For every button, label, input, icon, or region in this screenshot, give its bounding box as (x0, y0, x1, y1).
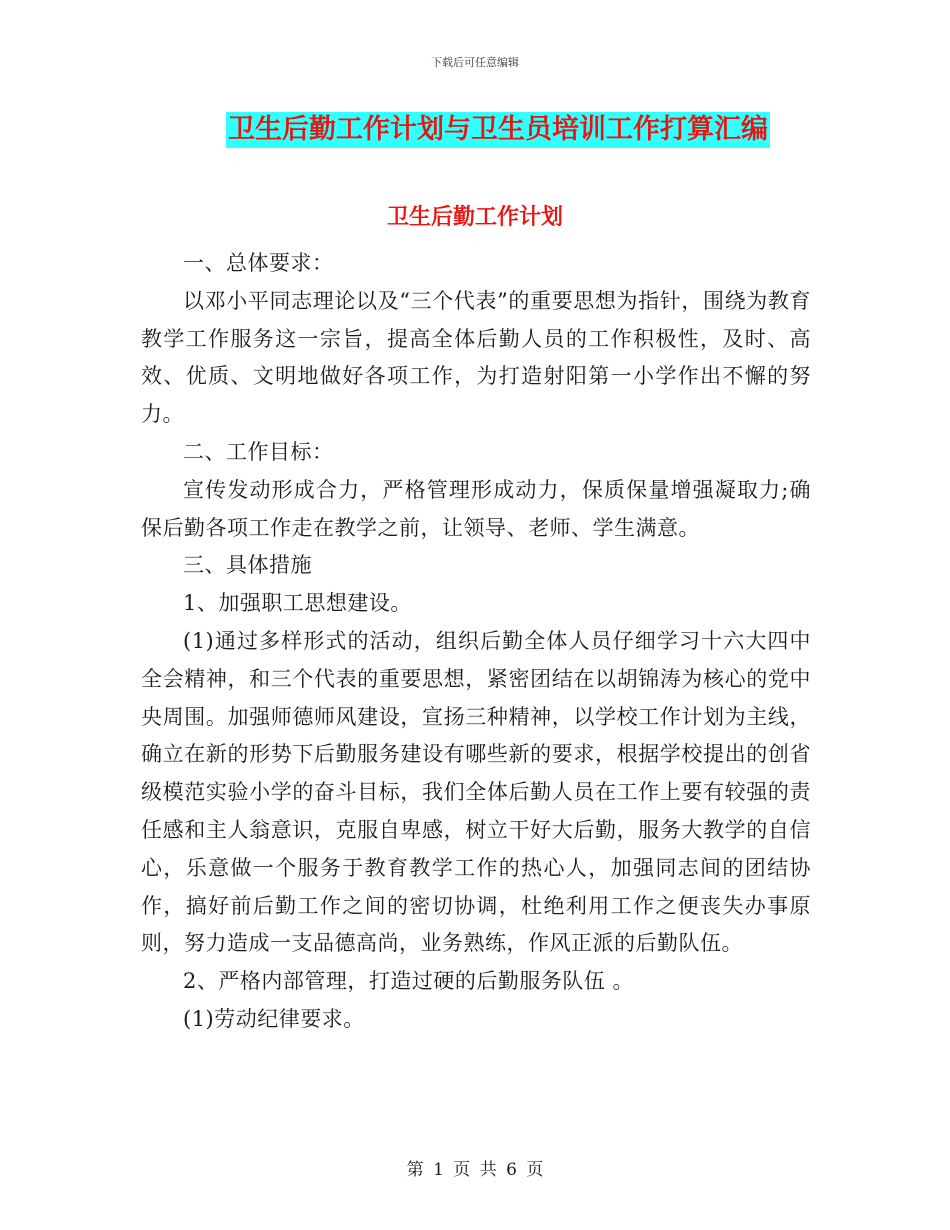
section-title: 卫生后勤工作计划 (386, 205, 563, 230)
paragraph-heading-3: 三、具体措施 (183, 553, 312, 578)
paragraph-heading-1: 一、总体要求： (183, 251, 334, 275)
main-title-container (0, 112, 950, 148)
paragraph-heading-2: 二、工作目标： (183, 439, 334, 464)
page-header-note: 下载后可任意编辑 (431, 56, 519, 69)
paragraph: (1)通过多样形式的活动，组织后勤全体人员仔细学习十六大四中全会精神，和三个代表的重要思想，紧密团结在以胡锦涛为核心的党中央周围。加强师德师风建设，宣扬三种精神，以学校工作计划为主线，确立在新的形势下后勤服务建设有哪些新的要求，根据学校提出的创省级模范实验小学的奋斗目标，我们全体后勤人员在工作上要有较强的责任感和主人翁意识，克服自卑感，树立干好大后勤，服务大教学的自信心，乐意做一个服务于教育教学工作的热心人，加强同志间的团结协作，搞好前后勤工作之间的密切协调，杜绝利用工作之便丧失办事原则，努力造成一支品德高尚，业务熟练，作风正派的后勤队伍。 (141, 628, 811, 956)
page-number: 第 1 页 共 6 页 (406, 1160, 544, 1180)
main-title: 卫生后勤工作计划与卫生员培训工作打算汇编 (226, 112, 770, 148)
paragraph: (1)劳动纪律要求。 (183, 1006, 365, 1031)
paragraph-subheading: 2、严格内部管理，打造过硬的后勤服务队伍 。 (183, 969, 635, 994)
paragraph-subheading: 1、加强职工思想建设。 (183, 591, 412, 616)
paragraph: 宣传发动形成合力，严格管理形成动力，保质保量增强凝取力;确保后勤各项工作走在教学之前，让领导、老师、学生满意。 (141, 477, 811, 540)
paragraph: 以邓小平同志理论以及“三个代表”的重要思想为指针，围绕为教育教学工作服务这一宗旨，提高全体后勤人员的工作积极性，及时、高效、优质、文明地做好各项工作，为打造射阳第一小学作出不懈的努力。 (141, 288, 811, 427)
document-body (141, 245, 811, 1039)
